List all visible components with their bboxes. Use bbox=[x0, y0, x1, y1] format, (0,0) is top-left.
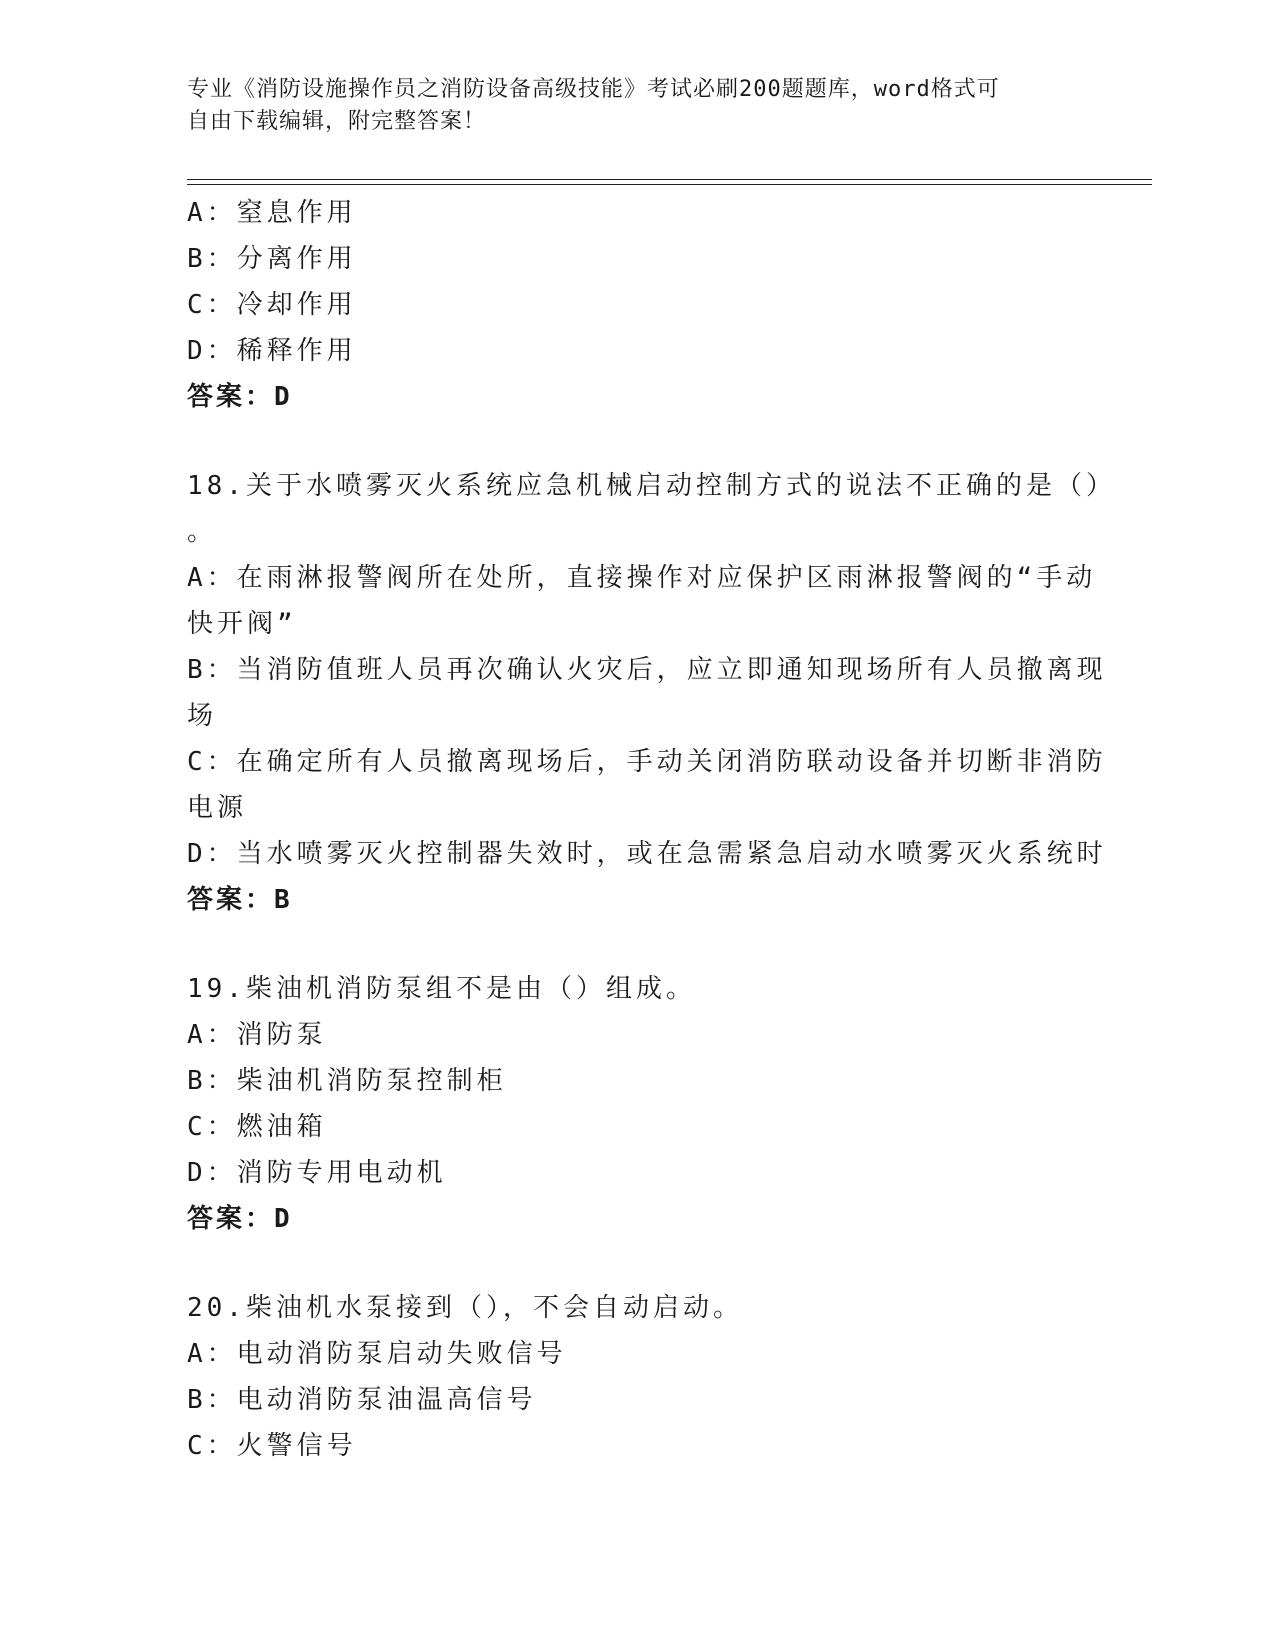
question-20-block bbox=[187, 1285, 1087, 1469]
answer-line: 答案：D bbox=[187, 382, 293, 412]
spacer bbox=[187, 420, 1087, 463]
question-19-block bbox=[187, 966, 1087, 1242]
option-b: B：电动消防泵油温高信号 bbox=[187, 1385, 537, 1415]
option-a-continuation: 快开阀” bbox=[187, 609, 297, 639]
option-d: D：消防专用电动机 bbox=[187, 1158, 447, 1188]
question-stem-continuation: 。 bbox=[187, 517, 218, 547]
page-header bbox=[187, 74, 1067, 138]
option-c: C：燃油箱 bbox=[187, 1112, 327, 1142]
option-d: D：稀释作用 bbox=[187, 336, 357, 366]
spacer bbox=[187, 923, 1087, 966]
header-line-2: 自由下载编辑，附完整答案！ bbox=[187, 109, 487, 134]
answer-line: 答案：B bbox=[187, 885, 293, 915]
option-b-continuation: 场 bbox=[187, 701, 218, 731]
header-divider-bottom bbox=[187, 184, 1152, 185]
option-d: D：当水喷雾灭火控制器失效时，或在急需紧急启动水喷雾灭火系统时 bbox=[187, 839, 1107, 869]
question-18-block bbox=[187, 463, 1116, 923]
option-c-continuation: 电源 bbox=[187, 793, 248, 823]
option-b: B：当消防值班人员再次确认火灾后，应立即通知现场所有人员撤离现 bbox=[187, 655, 1107, 685]
option-c: C：在确定所有人员撤离现场后，手动关闭消防联动设备并切断非消防 bbox=[187, 747, 1107, 777]
header-divider-top bbox=[187, 179, 1152, 180]
header-line-1: 专业《消防设施操作员之消防设备高级技能》考试必刷200题题库，word格式可 bbox=[187, 77, 1000, 102]
question-stem: 20.柴油机水泵接到（），不会自动启动。 bbox=[187, 1293, 743, 1323]
option-a: A：消防泵 bbox=[187, 1020, 327, 1050]
answer-line: 答案：D bbox=[187, 1204, 293, 1234]
option-a: A：窒息作用 bbox=[187, 198, 357, 228]
spacer bbox=[187, 1242, 1087, 1285]
option-a: A：在雨淋报警阀所在处所，直接操作对应保护区雨淋报警阀的“手动 bbox=[187, 563, 1097, 593]
option-c: C：冷却作用 bbox=[187, 290, 357, 320]
prev-question-block bbox=[187, 190, 1087, 420]
option-a: A：电动消防泵启动失败信号 bbox=[187, 1339, 567, 1369]
option-c: C：火警信号 bbox=[187, 1431, 357, 1461]
question-stem: 18.关于水喷雾灭火系统应急机械启动控制方式的说法不正确的是（） bbox=[187, 471, 1116, 501]
option-b: B：柴油机消防泵控制柜 bbox=[187, 1066, 507, 1096]
question-stem: 19.柴油机消防泵组不是由（）组成。 bbox=[187, 974, 696, 1004]
option-b: B：分离作用 bbox=[187, 244, 357, 274]
document-body bbox=[187, 190, 1116, 1469]
